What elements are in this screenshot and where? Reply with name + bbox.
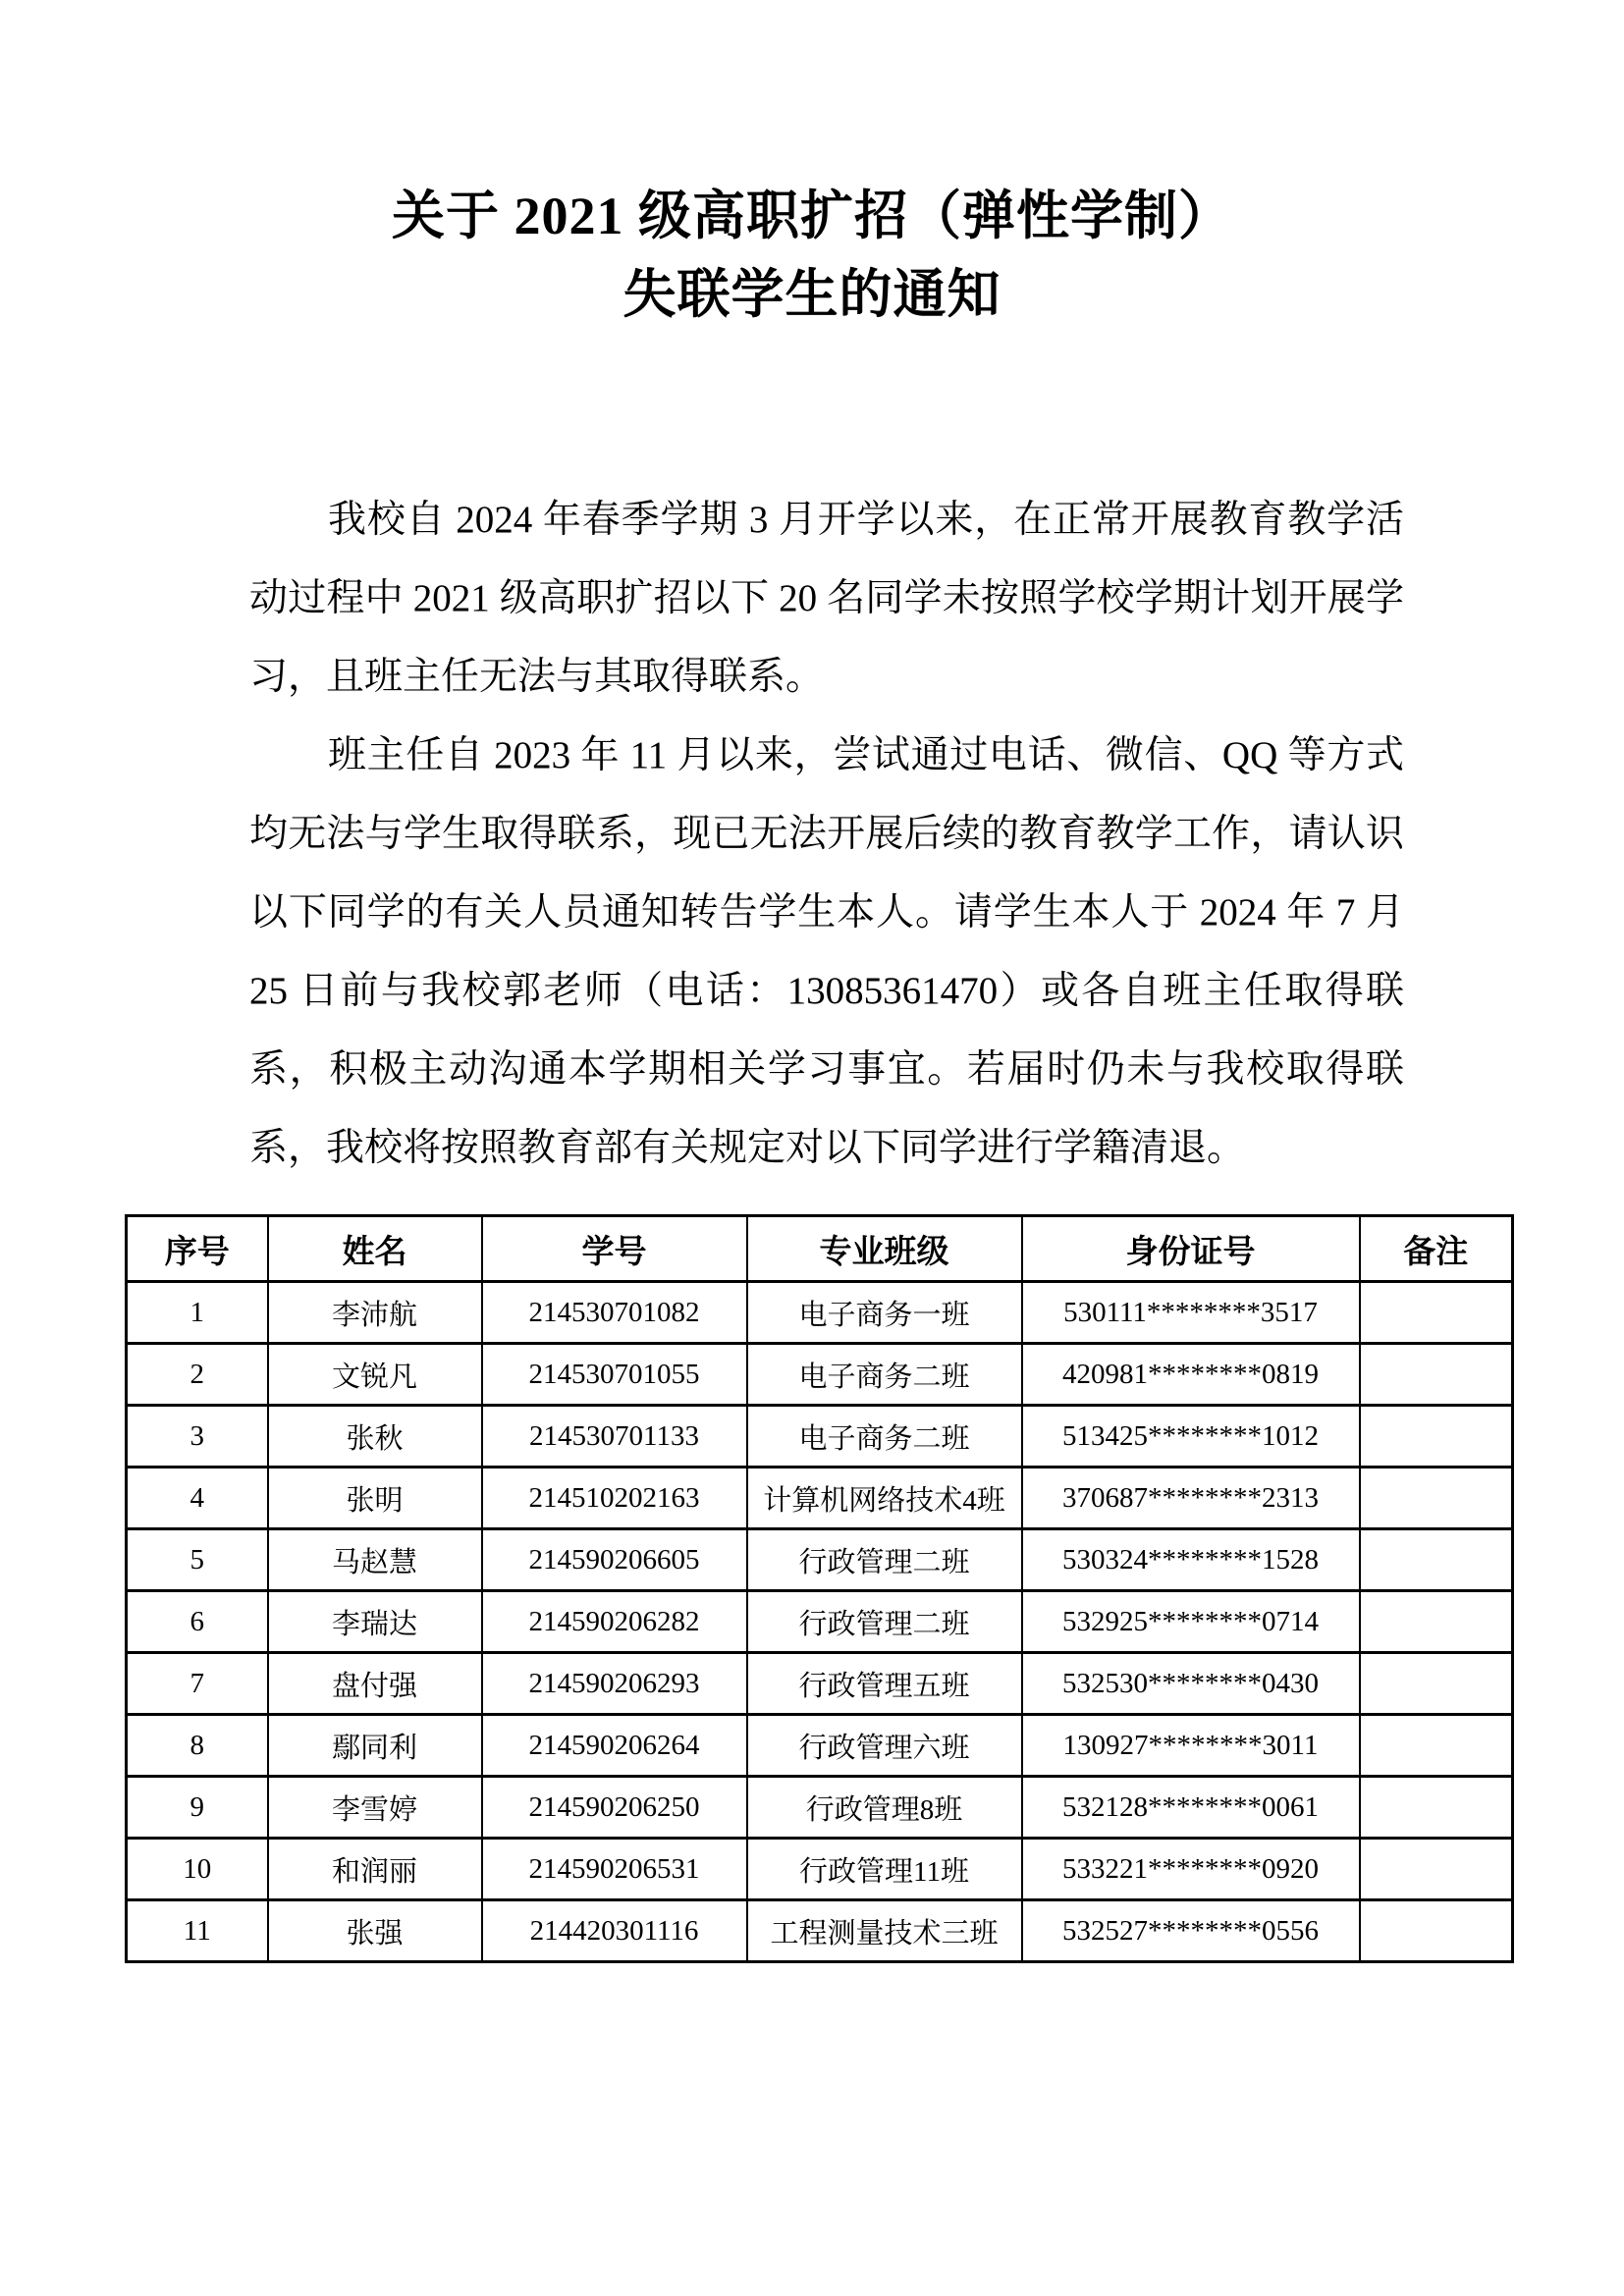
cell-name: 李沛航 xyxy=(268,1282,482,1344)
student-table xyxy=(125,1214,1514,1963)
cell-name: 文锐凡 xyxy=(268,1344,482,1406)
cell-id-number: 130927********3011 xyxy=(1022,1715,1360,1777)
cell-id-number: 420981********0819 xyxy=(1022,1344,1360,1406)
cell-class: 行政管理二班 xyxy=(747,1591,1022,1653)
cell-name: 张强 xyxy=(268,1900,482,1962)
cell-remark xyxy=(1360,1839,1513,1900)
cell-student-id: 214530701055 xyxy=(482,1344,747,1406)
title-line-2: 失联学生的通知 xyxy=(623,265,1001,324)
cell-student-id: 214420301116 xyxy=(482,1900,747,1962)
table-row xyxy=(127,1406,1513,1468)
cell-class: 电子商务一班 xyxy=(747,1282,1022,1344)
cell-remark xyxy=(1360,1468,1513,1529)
table-row xyxy=(127,1900,1513,1962)
cell-id-number: 532128********0061 xyxy=(1022,1777,1360,1839)
cell-student-id: 214530701133 xyxy=(482,1406,747,1468)
table-row xyxy=(127,1468,1513,1529)
cell-student-id: 214590206250 xyxy=(482,1777,747,1839)
cell-id-number: 530111********3517 xyxy=(1022,1282,1360,1344)
cell-no: 1 xyxy=(127,1282,268,1344)
paragraph-1: 我校自 2024 年春季学期 3 月开学以来，在正常开展教育教学活动过程中 2021 级高职扩招以下 20 名同学未按照学校学期计划开展学习，且班主任无法与其取得联系。 xyxy=(249,499,1404,698)
cell-class: 电子商务二班 xyxy=(747,1406,1022,1468)
cell-student-id: 214590206605 xyxy=(482,1529,747,1591)
cell-name: 马赵慧 xyxy=(268,1529,482,1591)
table-row xyxy=(127,1591,1513,1653)
cell-class: 行政管理8班 xyxy=(747,1777,1022,1839)
cell-no: 3 xyxy=(127,1406,268,1468)
header-row xyxy=(127,1216,1513,1282)
cell-class: 行政管理六班 xyxy=(747,1715,1022,1777)
cell-remark xyxy=(1360,1406,1513,1468)
cell-name: 张明 xyxy=(268,1468,482,1529)
cell-remark xyxy=(1360,1529,1513,1591)
table-row xyxy=(127,1529,1513,1591)
col-header-name: 姓名 xyxy=(268,1216,482,1282)
cell-class: 工程测量技术三班 xyxy=(747,1900,1022,1962)
paragraph-2: 班主任自 2023 年 11 月以来，尝试通过电话、微信、QQ 等方式均无法与学生取得联系，现已无法开展后续的教育教学工作，请认识以下同学的有关人员通知转告学生本人。请学生本人于 2024 年 7 月 25 日前与我校郭老师（电话：13085361470）或各自班主任取得联系，积极主动沟通本学期相关学习事宜。若届时仍未与我校取得联系，我校将按照教育部有关规定对以下同学进行学籍清退。 xyxy=(249,734,1404,1169)
cell-no: 2 xyxy=(127,1344,268,1406)
table-row xyxy=(127,1282,1513,1344)
col-header-class: 专业班级 xyxy=(747,1216,1022,1282)
table-row xyxy=(127,1653,1513,1715)
cell-id-number: 513425********1012 xyxy=(1022,1406,1360,1468)
cell-id-number: 370687********2313 xyxy=(1022,1468,1360,1529)
cell-no: 6 xyxy=(127,1591,268,1653)
student-table-body xyxy=(127,1282,1513,1962)
cell-no: 5 xyxy=(127,1529,268,1591)
student-table-header xyxy=(127,1216,1513,1282)
cell-name: 李雪婷 xyxy=(268,1777,482,1839)
cell-student-id: 214590206531 xyxy=(482,1839,747,1900)
table-row xyxy=(127,1344,1513,1406)
cell-class: 行政管理11班 xyxy=(747,1839,1022,1900)
cell-id-number: 532527********0556 xyxy=(1022,1900,1360,1962)
cell-name: 张秋 xyxy=(268,1406,482,1468)
cell-id-number: 530324********1528 xyxy=(1022,1529,1360,1591)
cell-name: 和润丽 xyxy=(268,1839,482,1900)
cell-id-number: 532530********0430 xyxy=(1022,1653,1360,1715)
cell-no: 4 xyxy=(127,1468,268,1529)
table-row xyxy=(127,1839,1513,1900)
cell-id-number: 532925********0714 xyxy=(1022,1591,1360,1653)
cell-name: 李瑞达 xyxy=(268,1591,482,1653)
cell-remark xyxy=(1360,1715,1513,1777)
cell-no: 8 xyxy=(127,1715,268,1777)
cell-no: 9 xyxy=(127,1777,268,1839)
cell-student-id: 214590206282 xyxy=(482,1591,747,1653)
cell-id-number: 533221********0920 xyxy=(1022,1839,1360,1900)
cell-class: 计算机网络技术4班 xyxy=(747,1468,1022,1529)
cell-remark xyxy=(1360,1591,1513,1653)
col-header-id-number: 身份证号 xyxy=(1022,1216,1360,1282)
cell-name: 盘付强 xyxy=(268,1653,482,1715)
cell-remark xyxy=(1360,1653,1513,1715)
page-title xyxy=(0,0,1624,334)
cell-class: 行政管理五班 xyxy=(747,1653,1022,1715)
cell-remark xyxy=(1360,1777,1513,1839)
cell-no: 10 xyxy=(127,1839,268,1900)
col-header-remark: 备注 xyxy=(1360,1216,1513,1282)
table-row xyxy=(127,1777,1513,1839)
document-body xyxy=(249,481,1404,1188)
cell-name: 鄢同利 xyxy=(268,1715,482,1777)
cell-student-id: 214510202163 xyxy=(482,1468,747,1529)
cell-remark xyxy=(1360,1900,1513,1962)
col-header-no: 序号 xyxy=(127,1216,268,1282)
cell-class: 电子商务二班 xyxy=(747,1344,1022,1406)
cell-no: 11 xyxy=(127,1900,268,1962)
table-row xyxy=(127,1715,1513,1777)
cell-student-id: 214590206293 xyxy=(482,1653,747,1715)
title-line-1: 关于 2021 级高职扩招（弹性学制） xyxy=(392,187,1232,245)
cell-student-id: 214530701082 xyxy=(482,1282,747,1344)
cell-student-id: 214590206264 xyxy=(482,1715,747,1777)
col-header-student-id: 学号 xyxy=(482,1216,747,1282)
cell-class: 行政管理二班 xyxy=(747,1529,1022,1591)
cell-no: 7 xyxy=(127,1653,268,1715)
cell-remark xyxy=(1360,1282,1513,1344)
cell-remark xyxy=(1360,1344,1513,1406)
